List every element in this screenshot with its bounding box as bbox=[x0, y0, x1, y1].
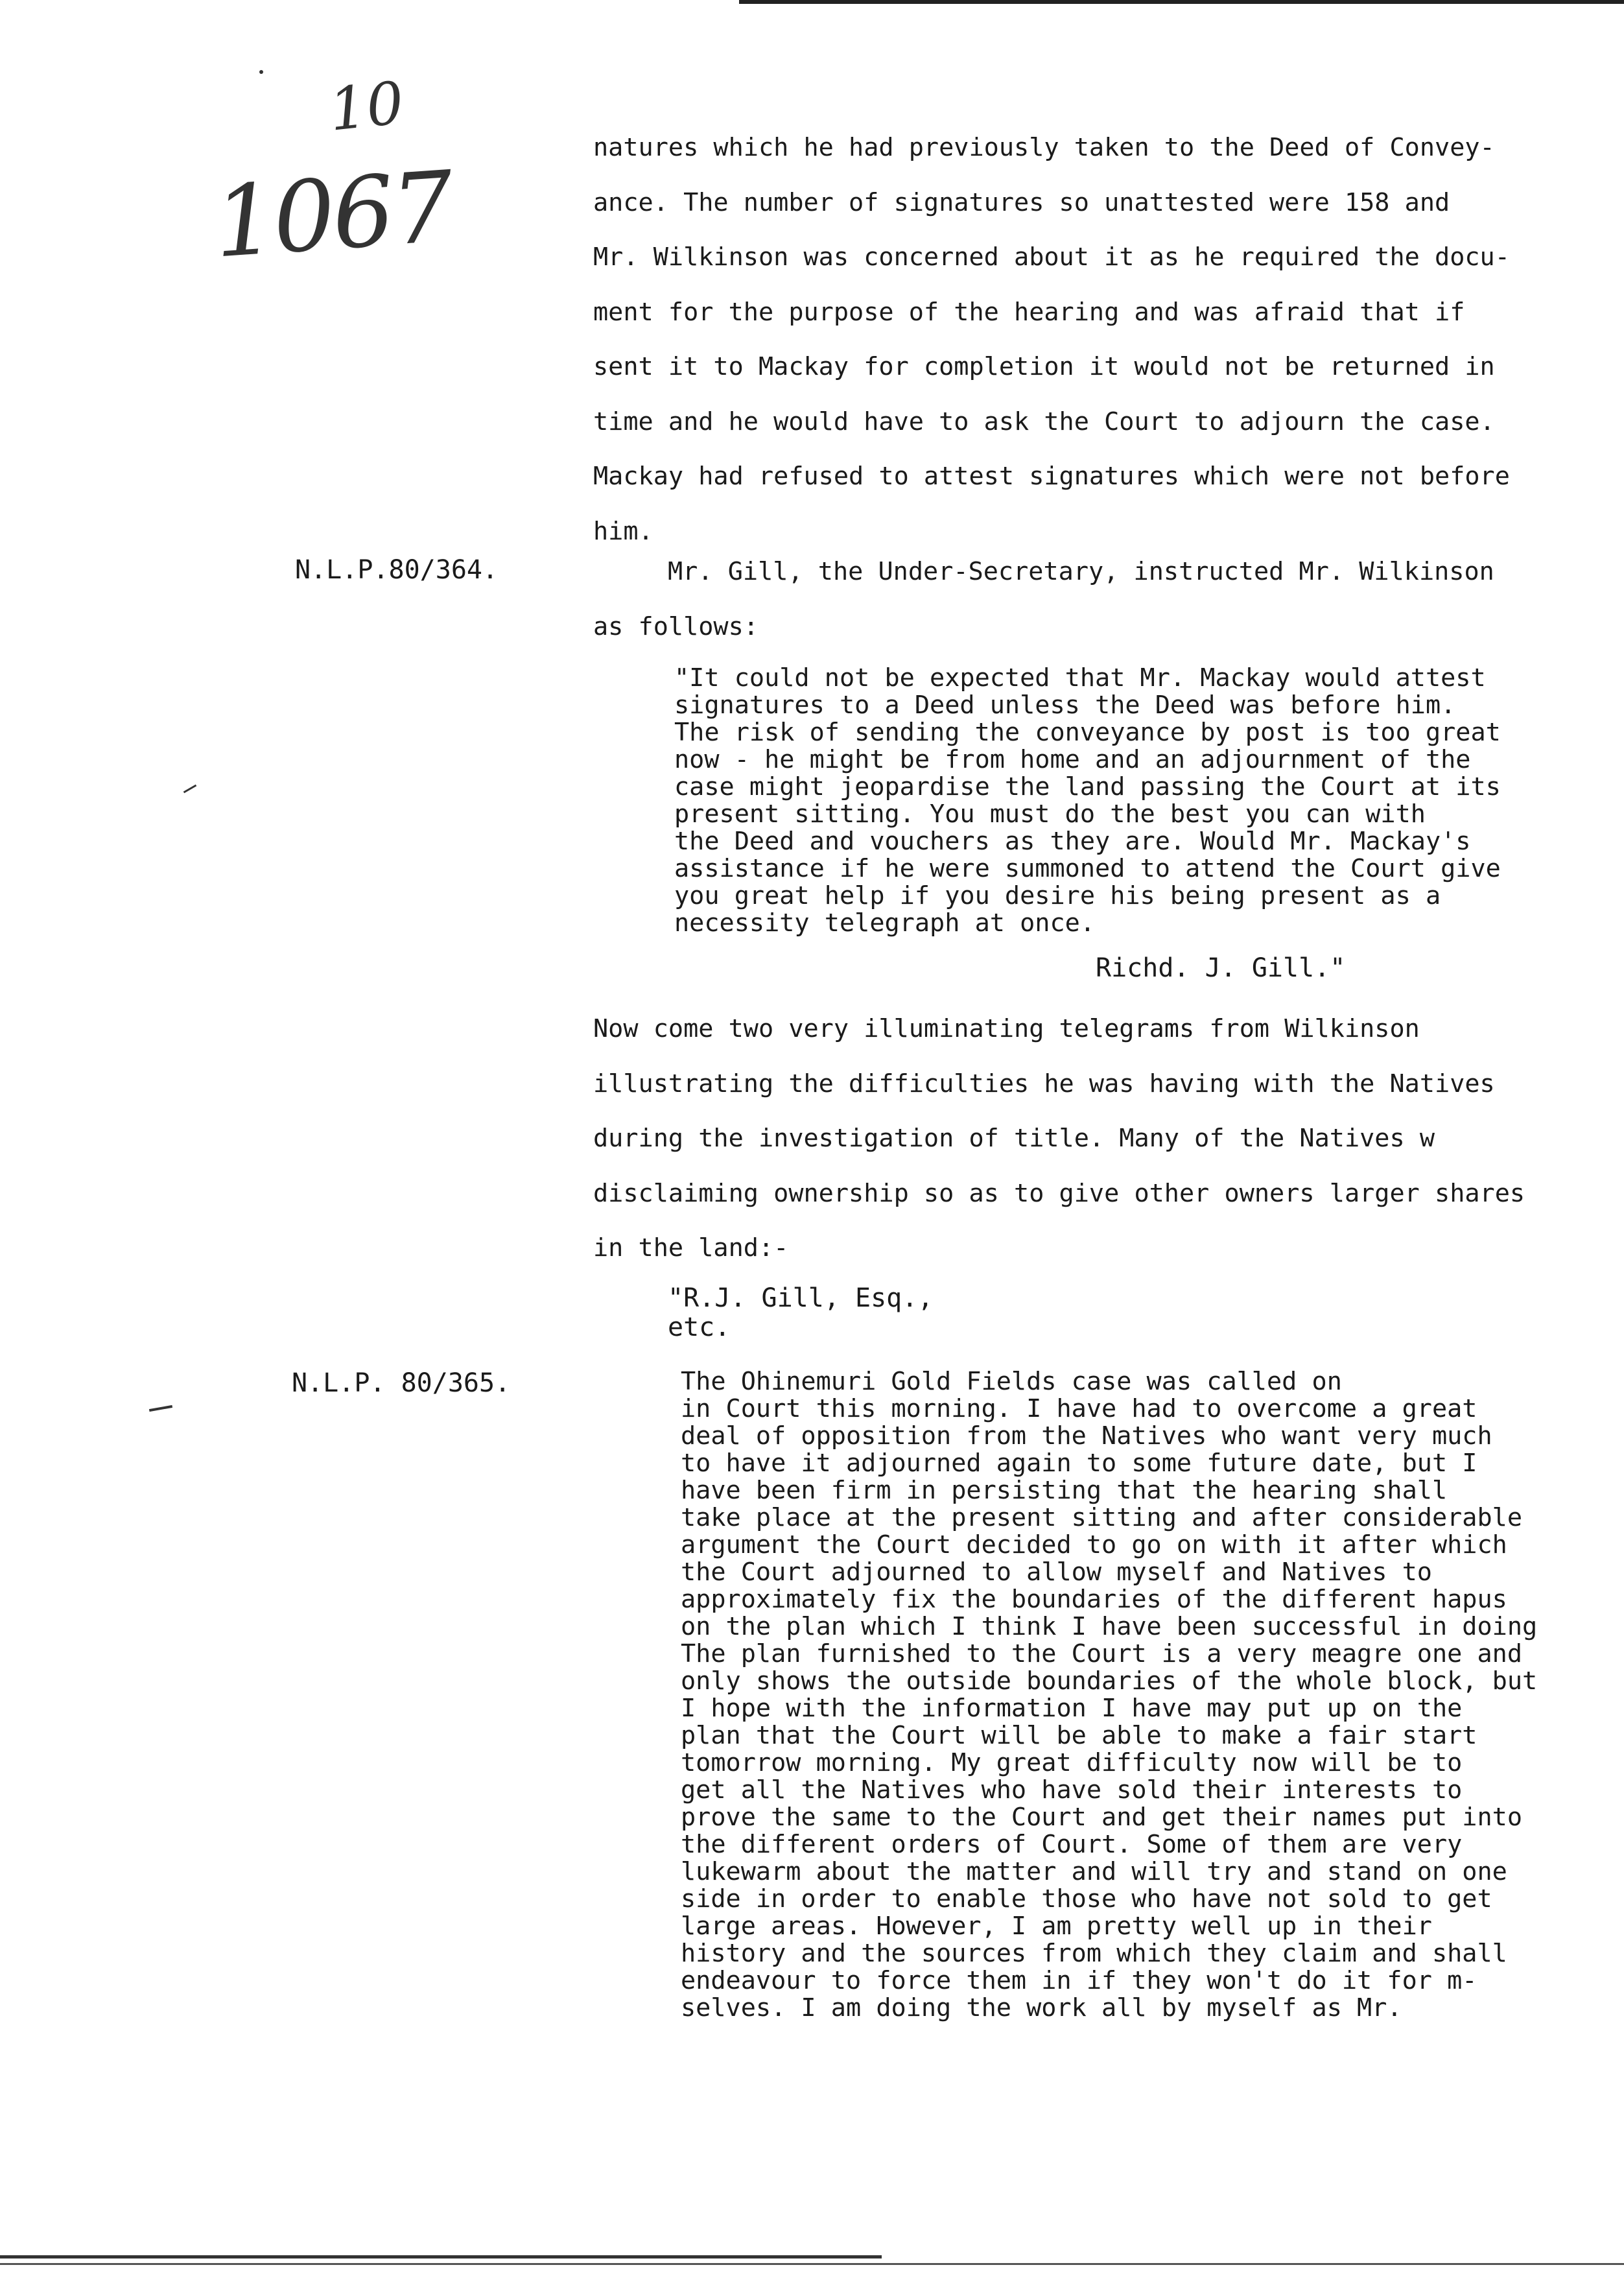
quote-signature: Richd. J. Gill." bbox=[1096, 953, 1346, 983]
margin-mark bbox=[149, 1405, 172, 1412]
handwritten-annotation: 10 bbox=[325, 69, 407, 145]
block-quote-2: The Ohinemuri Gold Fields case was called on in Court this morning. I have had to overcome a great deal of opposition from the Natives who want very much to have it adjourned again to some future date, but I have been firm in persisting that the hearing shall take place at the present sitting and after considerable argument the Court decided to go on with it after which the Court adjourned to allow myself and Natives to approximately fix the boundaries of the different hapus on the plan which I think I have been successful in doing The plan furnished to the Court is a very meagre one and only shows the outside boundaries of the whole block, but I hope with the information I have may put up on the plan that the Court will be able to make a fair start tomorrow morning. My great difficulty now will be to get all the Natives who have sold their interests to prove the same to the Court and get their names put into the different orders of Court. Some of them are very lukewarm about the matter and will try and stand on one side in order to enable those who have not sold to get large areas. However, I am pretty well up in their history and the sources from which they claim and shall endeavour to force them in if they won't do it for m- selves. I am doing the work all by myself as Mr. bbox=[681, 1367, 1538, 2022]
margin-mark bbox=[259, 70, 263, 74]
marginal-reference-2: N.L.P. 80/365. bbox=[292, 1368, 511, 1398]
paragraph-1: natures which he had previously taken to the Deed of Convey- ance. The number of signatures so unattested were 158 and Mr. Wilkinson was concerned about it as he required the docu- ment for the purpose of the hearing and was afraid that if sent it to Mackay for completion it would not be returned in time and he would have to ask the Court to adjourn the case. Mackay had refused to attest signatures which were not before him. bbox=[593, 133, 1510, 546]
handwritten-page-number: 1067 bbox=[210, 150, 455, 280]
scan-edge-top bbox=[739, 0, 1624, 4]
paragraph-2: Mr. Gill, the Under-Secretary, instructed Mr. Wilkinson as follows: bbox=[593, 557, 1494, 641]
margin-mark bbox=[183, 785, 197, 794]
marginal-reference-1: N.L.P.80/364. bbox=[295, 555, 499, 585]
paragraph-3: Now come two very illuminating telegrams from Wilkinson illustrating the difficulties he was having with the Natives during the investigation of title. Many of the Natives w disclaiming ownership so as to give other owners larger shares in the land:- bbox=[593, 1014, 1525, 1262]
block-quote-1: "It could not be expected that Mr. Mackay would attest signatures to a Deed unless the Deed was before him. The risk of sending the conveyance by post is too great now - he might be from home and an adjournment of the case might jeopardise the land passing the Court at its present sitting. You must do the best you can with the Deed and vouchers as they are. Would Mr. Mackay's assistance if he were summoned to attend the Court give you great help if you desire his being present as a necessity telegraph at once. bbox=[674, 663, 1501, 938]
scan-edge-bottom bbox=[0, 2255, 882, 2258]
scan-edge-bottom-line bbox=[0, 2263, 1624, 2265]
telegram-address: "R.J. Gill, Esq., etc. bbox=[668, 1283, 934, 1342]
